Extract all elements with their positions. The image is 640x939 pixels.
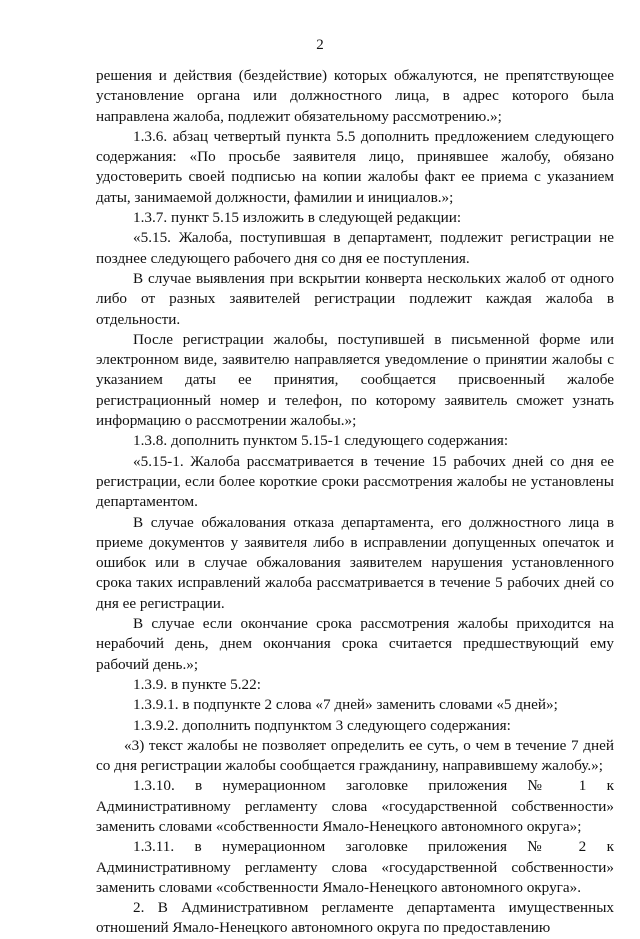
paragraph: 1.3.8. дополнить пунктом 5.15-1 следующего содержания:: [133, 432, 509, 450]
paragraph: 1.3.9. в пункте 5.22:: [133, 675, 261, 693]
paragraph: После регистрации жалобы, поступившей в письменной форме или электронном виде, заявителю направляется уведомление о принятии жалобы с указанием даты ее принятия, сообщается присвоенный жалобе регистрационный номер и телефон, по которому заявитель сможет узнать информацию о рассмотрении жалобы.»;: [96, 330, 614, 430]
paragraph: «3) текст жалобы не позволяет определить ее суть, о чем в течение 7 дней со дня регистрации жалобы сообщается гражданину, направившему жалобу.»;: [96, 736, 614, 775]
document-body: [96, 66, 614, 939]
page-number: 2: [316, 37, 324, 53]
paragraph: «5.15-1. Жалоба рассматривается в течение 15 рабочих дней со дня ее регистрации, если более короткие сроки рассмотрения жалобы не установлены департаментом.: [96, 452, 614, 511]
paragraph: В случае если окончание срока рассмотрения жалобы приходится на нерабочий день, днем окончания срока считается предшествующий ему рабочий день.»;: [96, 615, 614, 673]
paragraph: 1.3.10. в нумерационном заголовке приложения № 1 к Административному регламенту слова «государственной собственности» заменить словами «собственности Ямало-Ненецкого автономного округа»;: [96, 777, 614, 835]
paragraph: 1.3.9.1. в подпункте 2 слова «7 дней» заменить словами «5 дней»;: [133, 696, 558, 714]
paragraph: 1.3.11. в нумерационном заголовке приложения № 2 к Административному регламенту слова «государственной собственности» заменить словами «собственности Ямало-Ненецкого автономного округа».: [96, 838, 614, 896]
paragraph: 2. В Административном регламенте департамента имущественных отношений Ямало-Ненецкого автономного округа по предоставлению: [96, 899, 614, 937]
paragraph: 1.3.9.2. дополнить подпунктом 3 следующего содержания:: [133, 716, 511, 734]
paragraph: решения и действия (бездействие) которых обжалуются, не препятствующее установление органа или должностного лица, в адрес которого была направлена жалоба, подлежит обязательному рассмотрению.»;: [96, 67, 614, 125]
paragraph: «5.15. Жалоба, поступившая в департамент, подлежит регистрации не позднее следующего рабочего дня со дня ее поступления.: [96, 229, 614, 267]
paragraph: В случае обжалования отказа департамента, его должностного лица в приеме документов у заявителя либо в исправлении допущенных опечаток и ошибок или в случае обжалования заявителем нарушения установленного срока таких исправлений жалоба рассматривается в течение 5 рабочих дней со дня ее регистрации.: [96, 513, 614, 612]
paragraph: 1.3.6. абзац четвертый пункта 5.5 дополнить предложением следующего содержания: «По просьбе заявителя лицо, принявшее жалобу, обязано удостоверить своей подписью на копии жалобы факт ее приема с указанием даты, занимаемой должности, фамилии и инициалов.»;: [96, 127, 614, 206]
paragraph: 1.3.7. пункт 5.15 изложить в следующей редакции:: [133, 209, 462, 227]
paragraph: В случае выявления при вскрытии конверта нескольких жалоб от одного либо от разных заявителей регистрации подлежит каждая жалоба в отдельности.: [96, 269, 614, 328]
